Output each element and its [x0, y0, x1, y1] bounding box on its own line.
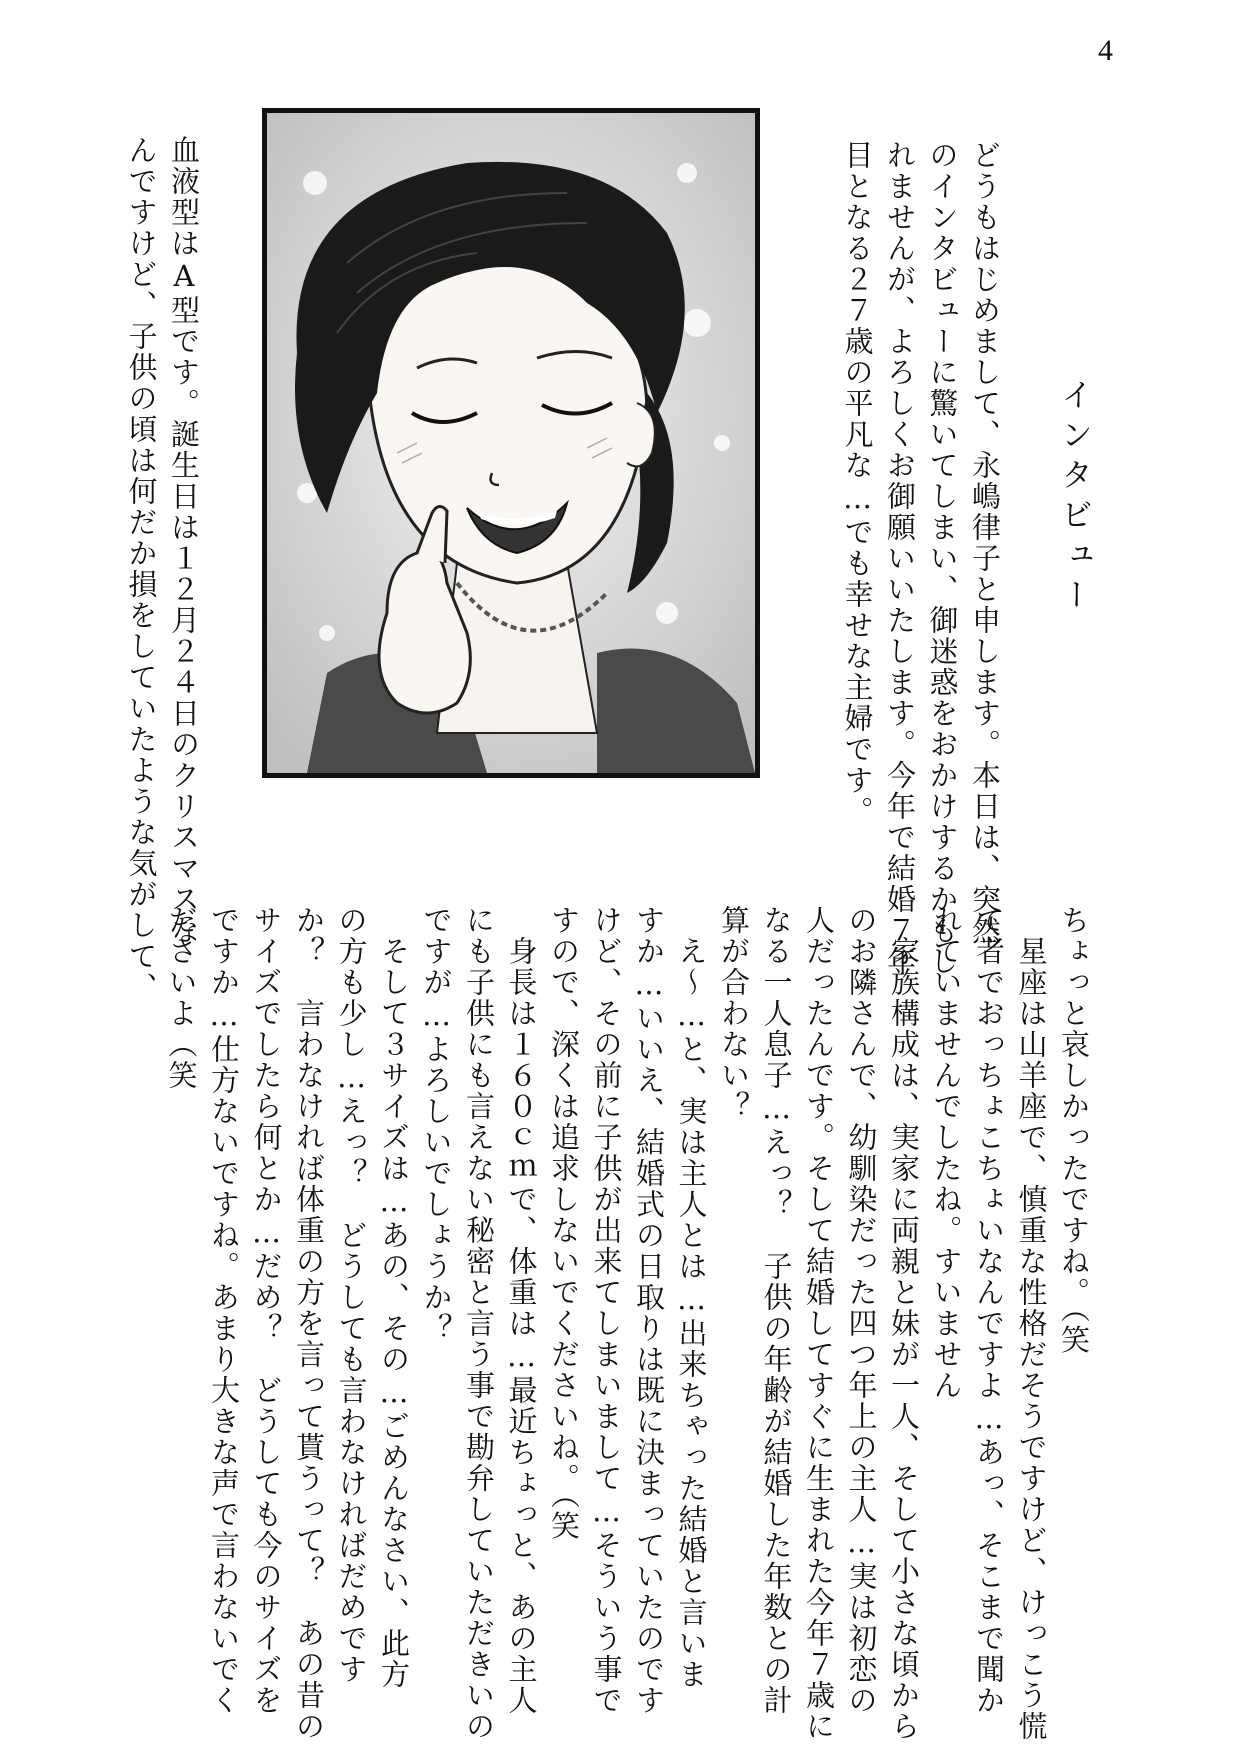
body-line: すので、深くは追求しないでくださいね。（笑	[547, 905, 581, 1542]
blood-line: んですけど、子供の頃は何だか損をしていたような気がして、	[124, 135, 159, 1003]
body-line: すか…いいえ、結婚式の日取りは既に決まっていたのです	[632, 905, 666, 1716]
body-line: にも子供にも言えない秘密と言う事で勘弁していただきいの	[462, 905, 496, 1742]
portrait-illustration	[262, 108, 760, 778]
body-line: て者でおっちょこちょいなんですよ…あっ、そこまで聞か	[972, 905, 1006, 1716]
body-line: 家族構成は、実家に両親と妹が一人、そして小さな頃から	[887, 905, 921, 1742]
intro-line: のインタビューに驚いてしまい、御迷惑をおかけするかもし	[925, 140, 960, 977]
body-line: ですか…仕方ないですね。あまり大きな声で言わないでく	[207, 905, 241, 1716]
body-line: ださいよ（笑	[164, 905, 199, 1091]
blood-line: 血液型はA型です。誕生日は１２月２４日のクリスマスな	[167, 135, 201, 946]
intro-line: どうもはじめまして、永嶋律子と申します。本日は、突然	[968, 140, 1002, 946]
body-line: ちょっと哀しかったですね。（笑	[1057, 905, 1091, 1356]
intro-text	[836, 140, 1006, 977]
body-line: か？ 言わなければ体重の方を言って貰うって？ あの昔の	[292, 905, 326, 1742]
intro-line: 目となる２７歳の平凡な…でも幸せな主婦です。	[840, 140, 875, 827]
portrait-drawing	[267, 113, 755, 773]
body-text	[160, 905, 1095, 1742]
body-line: 算が合わない？	[717, 905, 751, 1122]
body-line: ですが…よろしいでしょうか？	[419, 905, 454, 1344]
page-number: 4	[1098, 34, 1113, 67]
body-line: なる一人息子…えっ？ 子供の年齢が結婚した年数との計	[759, 905, 794, 1716]
body-line: 身長は１６０ｃｍで、体重は…最近ちょっと、あの主人	[504, 905, 539, 1716]
body-line: の方も少し…えっ？ どうしても言わなければだめです	[334, 905, 369, 1685]
body-line: え〜…と、実は主人とは…出来ちゃった結婚と言いま	[674, 905, 709, 1690]
body-line: そして３サイズは…あの、その…ごめんなさい、此方	[377, 905, 411, 1690]
intro-line: れませんが、よろしくお御願いいたします。今年で結婚７年	[883, 140, 917, 977]
body-line: 人だったんです。そして結婚してすぐに生まれた今年７歳に	[802, 905, 836, 1742]
body-line: 星座は山羊座で、慎重な性格だそうですけど、けっこう慌	[1014, 905, 1049, 1742]
interview-title: インタビュー	[1056, 378, 1094, 618]
body-line: けど、その前に子供が出来てしまいまして…そういう事で	[589, 905, 624, 1716]
body-line: れていませんでしたね。すいません	[929, 905, 964, 1401]
body-line: のお隣さんで、幼馴染だった四つ年上の主人…実は初恋の	[844, 905, 879, 1716]
body-line: サイズでしたら何とか…だめ？ どうしても今のサイズを	[249, 905, 284, 1716]
